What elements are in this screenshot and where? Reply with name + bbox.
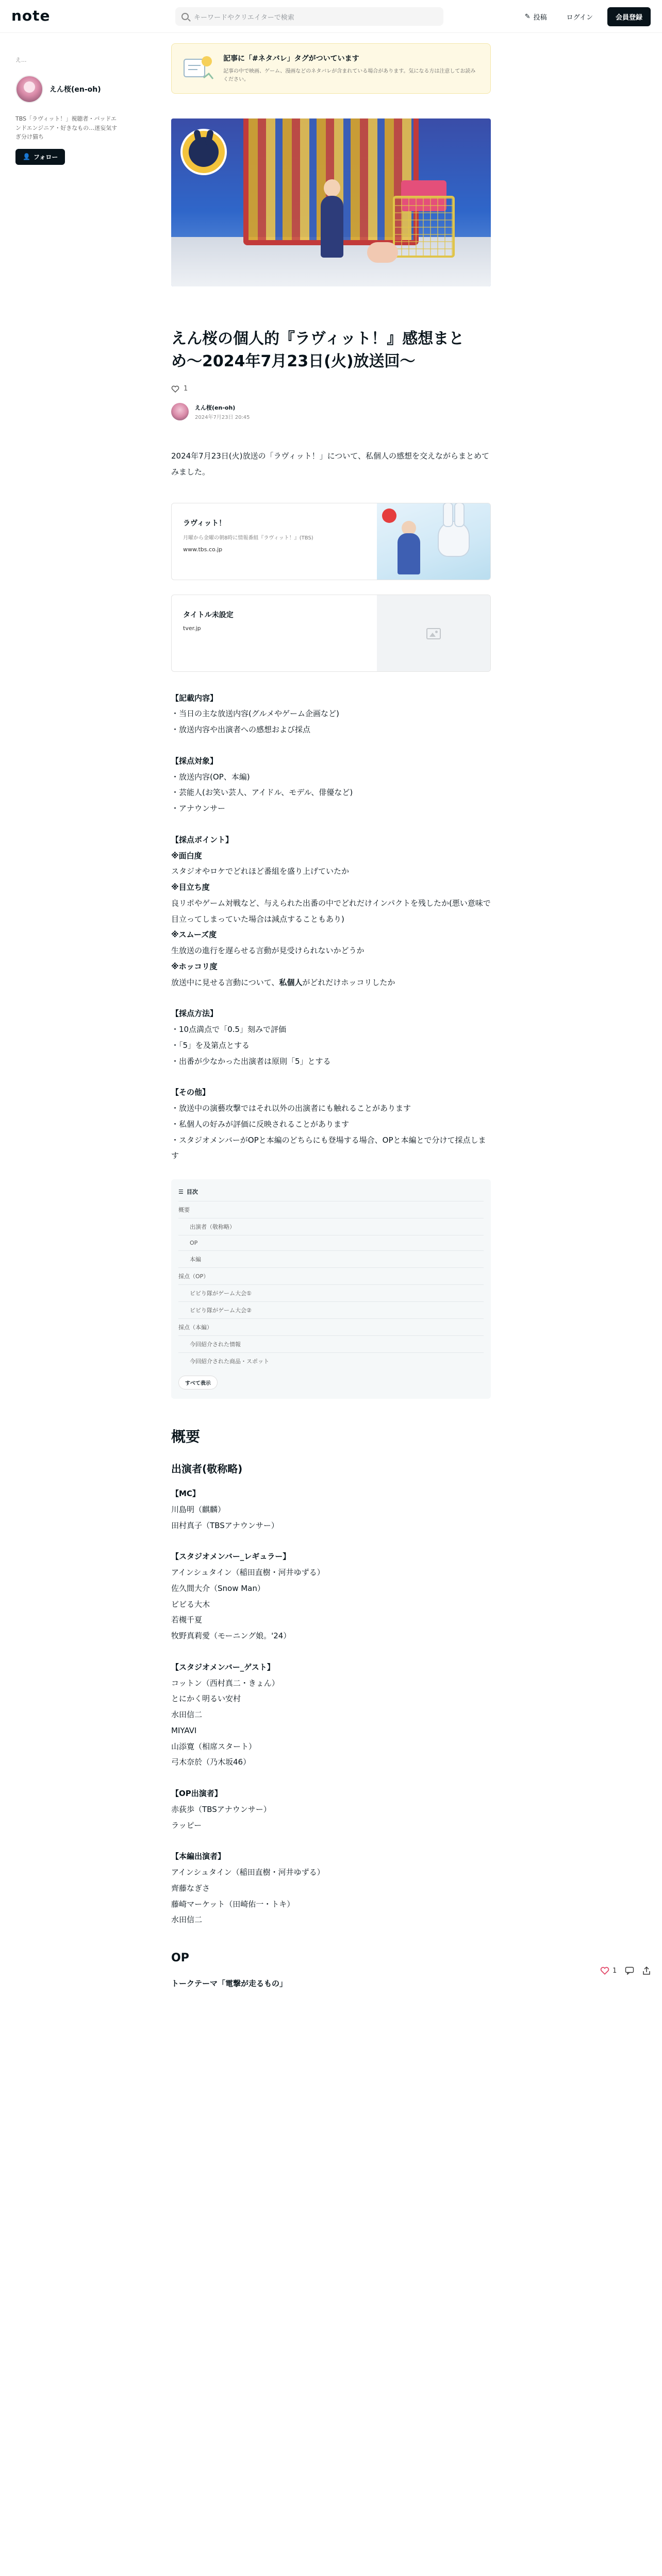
- list-item: ・芸能人(お笑い芸人、アイドル、モデル、俳優など): [171, 788, 353, 798]
- link-card-thumbnail: [377, 595, 490, 672]
- point-title: ※目立ち度: [171, 883, 210, 892]
- creator-sidebar: [15, 56, 119, 165]
- hero-person-head: [324, 179, 340, 197]
- cast-member: 水田信二: [171, 1915, 203, 1925]
- list-item: ・10点満点で「0.5」刻みで評価: [171, 1025, 286, 1034]
- point-desc: 放送中に見せる言動について、私個人がどれだけホッコリしたか: [171, 977, 395, 987]
- point-desc: 生放送の進行を遅らせる言動が見受けられないかどうか: [171, 946, 365, 955]
- cast-member: 山添寛（相席スタート）: [171, 1741, 257, 1751]
- overview-heading: 概要: [171, 1428, 201, 1445]
- cast-group-heading: 【本編出演者】: [171, 1852, 226, 1861]
- like-button[interactable]: [600, 1967, 617, 1975]
- signup-button[interactable]: 会員登録: [607, 7, 651, 26]
- list-item: ・「5」を及第点とする: [171, 1040, 250, 1050]
- creator-description: TBS「ラヴィット！」視聴者・バッドエンドエンジニア・好きなもの…迷妄気すぎ分け猫ち: [15, 115, 118, 141]
- author-avatar[interactable]: [171, 403, 189, 420]
- article-main: [171, 43, 491, 1989]
- cast-heading: 出演者(敬称略): [171, 1463, 243, 1475]
- point-title: ※ホッコリ度: [171, 961, 218, 971]
- image-placeholder-icon: [426, 628, 441, 639]
- section-heading: 【その他】: [171, 1088, 210, 1097]
- search-input[interactable]: [175, 7, 443, 26]
- add-user-icon: 👤: [23, 153, 30, 161]
- note-logo[interactable]: note: [11, 7, 51, 24]
- section-heading: 【採点方法】: [171, 1009, 218, 1019]
- spoiler-tag-banner: [171, 43, 491, 94]
- spoiler-illustration-icon: [181, 52, 215, 84]
- author-name[interactable]: えん桜(en-oh): [195, 404, 236, 411]
- list-item: ・放送中の演藝攻撃ではそれ以外の出演者にも触れることがあります: [171, 1104, 411, 1113]
- heart-icon: [600, 1967, 609, 1975]
- search-icon: [181, 13, 189, 20]
- follow-button[interactable]: [15, 149, 65, 165]
- table-of-contents: [171, 1179, 491, 1399]
- list-item: ・出番が少なかった出演者は原則「5」とする: [171, 1056, 331, 1066]
- banner-title: 記事に「#ネタバレ」タグがついています: [223, 55, 359, 63]
- toc-item[interactable]: 本編: [178, 1250, 484, 1267]
- point-title: ※面白度: [171, 851, 202, 860]
- post-button[interactable]: [520, 8, 552, 26]
- article-lead: 2024年7月23日(火)放送の「ラヴィット！」について、私個人の感想を交えながらまとめてみました。: [171, 451, 490, 477]
- link-card-domain: tver.jp: [183, 624, 201, 632]
- cast-group-heading: 【MC】: [171, 1489, 200, 1498]
- toc-item[interactable]: 採点（OP）: [178, 1267, 484, 1284]
- breadcrumb[interactable]: え...: [15, 57, 27, 63]
- list-icon: ☰: [178, 1188, 184, 1195]
- like-count: 1: [613, 1967, 617, 1975]
- list-item: ・スタジオメンバーがOPと本編のどちらにも登場する場合、OPと本編とで分けて採点します: [171, 1135, 486, 1161]
- comment-icon: [625, 1967, 634, 1975]
- op-heading: OP: [171, 1952, 189, 1964]
- cast-member: コットン（西村真二・きょん）: [171, 1678, 279, 1688]
- section-heading: 【採点対象】: [171, 756, 218, 766]
- link-card-title: ラヴィット！: [183, 519, 226, 528]
- cast-member: ラッピー: [171, 1820, 202, 1830]
- toc-item[interactable]: 出演者（敬称略）: [178, 1218, 484, 1235]
- cast-group-heading: 【OP出演者】: [171, 1789, 222, 1798]
- author-row[interactable]: [171, 403, 491, 420]
- cast-member: アインシュタイン（稲田直樹・河井ゆずる）: [171, 1568, 325, 1577]
- cast-member: 牧野真莉愛（モーニング娘。'24）: [171, 1631, 291, 1640]
- toc-title: 目次: [186, 1189, 198, 1195]
- point-desc: 良リポやゲーム対戦など、与えられた出番の中でどれだけインパクトを残したか(悪い意味で目立ってしまっていた場合は減点することもあり): [171, 898, 491, 924]
- link-card-title: タイトル未設定: [183, 611, 234, 619]
- like-row[interactable]: [171, 385, 491, 393]
- point-title: ※スムーズ度: [171, 930, 217, 940]
- point-desc: スタジオやロケでどれほど番組を盛り上げていたか: [171, 867, 350, 876]
- cast-member: 弓木奈於（乃木坂46）: [171, 1757, 251, 1767]
- hero-image: [171, 118, 491, 286]
- comment-button[interactable]: [625, 1967, 634, 1975]
- creator-name[interactable]: えん桜(en-oh): [49, 86, 101, 94]
- toc-item[interactable]: ビビり隊がゲーム大会①: [178, 1284, 484, 1301]
- link-card-tver[interactable]: [171, 595, 491, 672]
- list-item: ・放送内容や出演者への感想および採点: [171, 725, 311, 734]
- cast-member: 川島明（麒麟）: [171, 1504, 226, 1514]
- list-item: ・私個人の好みが評価に反映されることがあります: [171, 1119, 350, 1129]
- toc-header[interactable]: [178, 1188, 484, 1196]
- toc-show-all-button[interactable]: すべて表示: [178, 1376, 218, 1389]
- cast-group-heading: 【スタジオメンバー_レギュラー】: [171, 1552, 291, 1562]
- section-heading: 【採点ポイント】: [171, 835, 234, 844]
- show-logo-icon: [180, 129, 227, 175]
- section-heading: 【記載内容】: [171, 693, 218, 703]
- cast-member: 水田信二: [171, 1710, 203, 1719]
- link-card-thumbnail: [377, 503, 490, 580]
- header-actions: [520, 7, 651, 26]
- cast-group-heading: 【スタジオメンバー_ゲスト】: [171, 1662, 275, 1672]
- avatar[interactable]: [15, 75, 43, 103]
- article-body: [171, 690, 491, 1164]
- cast-member: アインシュタイン（稲田直樹・河井ゆずる）: [171, 1868, 325, 1877]
- cast-member: 齊藤なぎさ: [171, 1883, 210, 1893]
- cast-list: [171, 1486, 491, 1928]
- share-icon: [642, 1966, 651, 1975]
- list-item: ・アナウンサー: [171, 804, 226, 813]
- list-item: ・当日の主な放送内容(グルメやゲーム企画など): [171, 709, 339, 719]
- link-card-lovit[interactable]: [171, 503, 491, 580]
- post-label: 投稿: [533, 14, 547, 22]
- cast-member: とにかく明るい安村: [171, 1694, 241, 1704]
- toc-item[interactable]: ビビり隊がゲーム大会②: [178, 1301, 484, 1318]
- toc-item[interactable]: 概要: [178, 1201, 484, 1218]
- search-placeholder: キーワードやクリエイターで検索: [194, 13, 294, 22]
- talk-theme: トークテーマ「電撃が走るもの」: [171, 1979, 288, 1988]
- pencil-icon: ✎: [524, 13, 531, 21]
- floating-action-bar: [600, 1966, 651, 1975]
- creator-profile[interactable]: [15, 75, 119, 103]
- shopping-cart-icon: [393, 196, 455, 258]
- site-header: [0, 0, 662, 33]
- hero-person: [321, 196, 343, 258]
- toc-item[interactable]: 採点（本編）: [178, 1318, 484, 1335]
- login-button[interactable]: ログイン: [566, 14, 593, 22]
- toc-item[interactable]: 今回紹介された商品・スポット: [178, 1352, 484, 1369]
- toc-item[interactable]: 今回紹介された情報: [178, 1335, 484, 1352]
- cast-member: 田村真子（TBSアナウンサー）: [171, 1520, 279, 1530]
- heart-icon[interactable]: [171, 385, 179, 393]
- link-card-description: 月曜から金曜の朝8時に情報番組『ラヴィット！』(TBS): [183, 535, 313, 541]
- cast-member: ビビる大木: [171, 1599, 210, 1609]
- cast-member: 赤荻歩（TBSアナウンサー）: [171, 1804, 271, 1814]
- hero-stool: [367, 242, 398, 263]
- list-item: ・放送内容(OP、本編): [171, 772, 250, 782]
- cast-member: MIYAVI: [171, 1725, 197, 1735]
- cast-member: 藤崎マーケット（田崎佑一・トキ）: [171, 1899, 295, 1909]
- banner-subtitle: 記事の中で映画、ゲーム、漫画などのネタバレが含まれている場合があります。気になる方は注意してお読みください。: [223, 69, 476, 82]
- follow-label: フォロー: [33, 153, 58, 161]
- share-button[interactable]: [642, 1966, 651, 1975]
- like-count: 1: [184, 385, 188, 393]
- article-title: えん桜の個人的『ラヴィット！』感想まとめ〜2024年7月23日(火)放送回〜: [171, 330, 465, 370]
- toc-item[interactable]: OP: [178, 1235, 484, 1250]
- link-card-domain: www.tbs.co.jp: [183, 546, 223, 553]
- publish-date: 2024年7月23日 20:45: [195, 414, 250, 420]
- cast-member: 佐久間大介（Snow Man）: [171, 1583, 265, 1593]
- cast-member: 若槻千夏: [171, 1615, 203, 1625]
